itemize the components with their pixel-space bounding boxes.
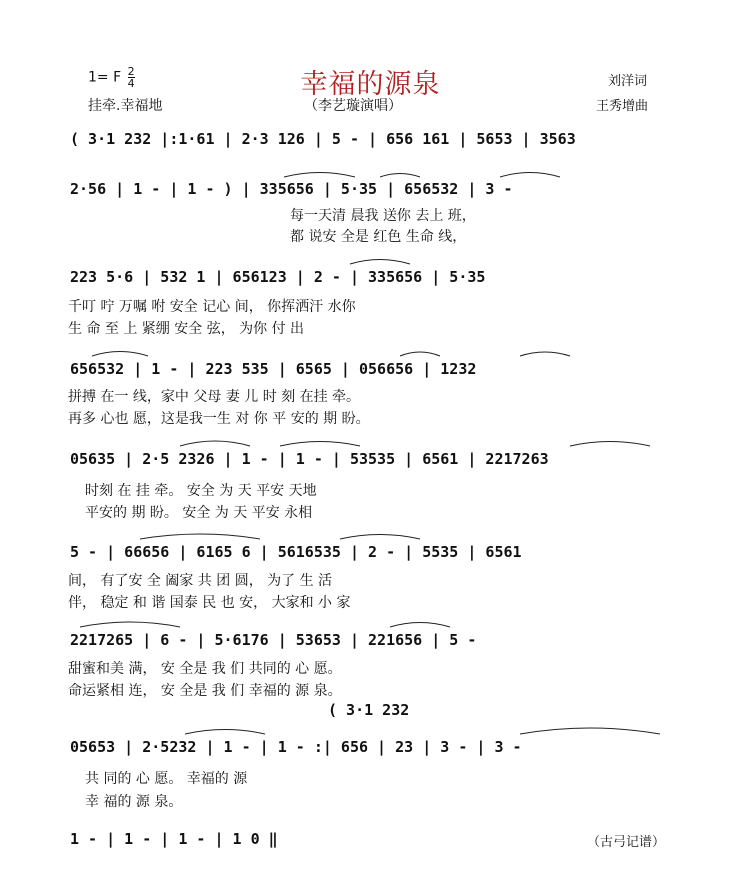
slur-arc xyxy=(80,622,180,627)
slur-arc xyxy=(280,442,360,447)
slur-arc xyxy=(390,623,450,628)
lyric-line-7b: 命运紧相 连， 安 全是 我 们 幸福的 源 泉。 xyxy=(68,683,342,699)
lyric-line-3a: 千叮 咛 万嘱 咐 安全 记心 间， 你挥洒汗 水你 xyxy=(68,299,356,315)
notation-system-7: 2217265 | 6 - | 5·6176 | 53653 | 221656 | 5 - xyxy=(70,631,477,649)
slur-arc xyxy=(140,534,260,539)
slur-arc xyxy=(520,728,660,734)
notation-system-4: 656532 | 1 - | 223 535 | 6565 | 056656 | 1232 xyxy=(70,360,477,378)
composer-label: 王秀增曲 xyxy=(596,99,649,114)
key-label: 1= F xyxy=(88,69,122,86)
lyric-line-7a: 甜蜜和美 满， 安 全是 我 们 共同的 心 愿。 xyxy=(68,661,342,677)
slur-arc xyxy=(284,173,355,178)
notation-system-1: ( 3·1 232 |:1·61 | 2·3 126 | 5 - | 656 161 | 5653 | 3563 xyxy=(70,130,576,148)
notation-prefix: ( 3·1 232 xyxy=(328,701,410,719)
slur-arc xyxy=(520,352,570,356)
notation-system-2: 2·56 | 1 - | 1 - ) | 335656 | 5·35 | 656532 | 3 - xyxy=(70,180,513,198)
lyric-line-6b: 伴， 稳定 和 谐 国泰 民 也 安， 大家和 小 家 xyxy=(68,595,351,611)
notation-system-9: 1 - | 1 - | 1 - | 1 0 ‖ xyxy=(70,830,278,848)
slur-arc xyxy=(350,260,410,265)
slur-arc xyxy=(340,535,420,540)
slur-arc xyxy=(570,442,650,447)
notation-system-6: 5 - | 66656 | 6165 6 | 5616535 | 2 - | 5535 | 6561 xyxy=(70,543,522,561)
slur-arc xyxy=(500,173,560,178)
lyric-line-8a: 共 同的 心 愿。 幸福的 源 xyxy=(85,771,248,787)
lyric-line-3b: 生 命 至 上 紧绷 安全 弦， 为你 付 出 xyxy=(68,321,305,337)
performer-label: （李艺璇演唱） xyxy=(304,98,402,114)
lyric-line-6a: 间， 有了安 全 阖家 共 团 圆， 为了 生 活 xyxy=(68,573,333,589)
slur-arc xyxy=(180,441,250,446)
slur-arc xyxy=(92,352,148,357)
lyric-line-5a: 时刻 在 挂 牵。 安全 为 天 平安 天地 xyxy=(85,483,317,499)
time-bottom: 4 xyxy=(127,77,135,90)
lyricist-label: 刘洋词 xyxy=(608,74,648,89)
lyric-line-5b: 平安的 期 盼。 安全 为 天 平安 永相 xyxy=(85,505,313,521)
lyric-line-8b: 幸 福的 源 泉。 xyxy=(85,794,183,810)
lyric-line-2b: 都 说安 全是 红色 生命 线， xyxy=(290,229,467,245)
lyric-line-4a: 拼搏 在一 线，家中 父母 妻 儿 时 刻 在挂 牵。 xyxy=(68,389,361,405)
slur-arc xyxy=(400,352,440,356)
lyric-line-2a: 每一天清 晨我 送你 去上 班， xyxy=(290,208,476,224)
notation-credit: （古弓记谱） xyxy=(587,835,666,850)
notation-system-5: 05635 | 2·5 2326 | 1 - | 1 - | 53535 | 6561 | 2217263 xyxy=(70,450,549,468)
style-label: 挂牵.幸福地 xyxy=(88,98,163,114)
notation-system-3: 223 5·6 | 532 1 | 656123 | 2 - | 335656 | 5·35 xyxy=(70,268,486,286)
slur-arc xyxy=(380,174,420,178)
slur-arc xyxy=(185,730,265,735)
song-title: 幸福的源泉 xyxy=(300,69,441,100)
lyric-line-4b: 再多 心也 愿，这是我一生 对 你 平 安的 期 盼。 xyxy=(68,411,370,427)
time-top: 2 xyxy=(127,65,135,78)
notation-system-8: 05653 | 2·5232 | 1 - | 1 - :| 656 | 23 | 3 - | 3 - xyxy=(70,738,522,756)
